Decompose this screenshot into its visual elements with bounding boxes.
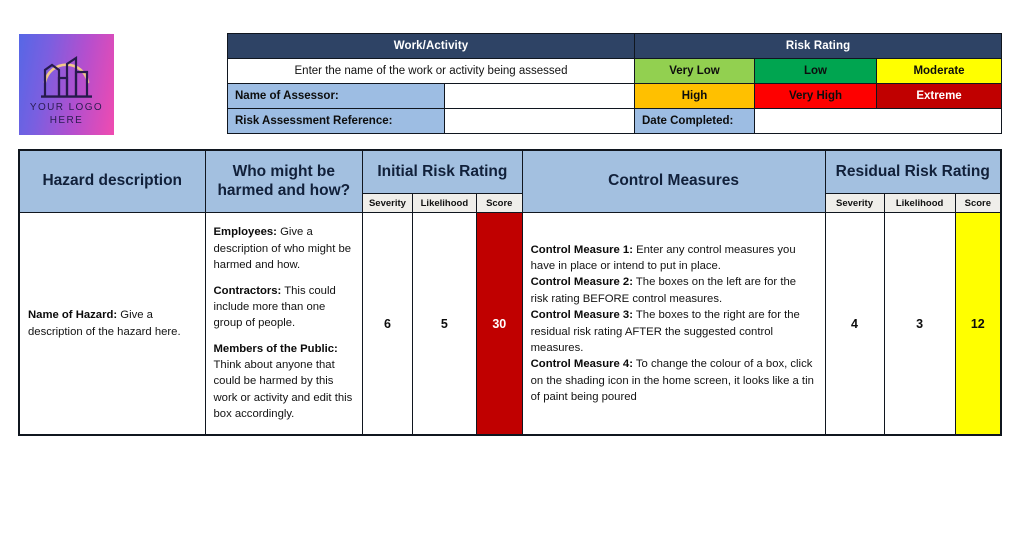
hazard-text: Give a description of the hazard here. [28, 309, 181, 338]
assessor-label: Name of Assessor: [228, 84, 445, 109]
rating-swatch-moderate: Moderate [877, 59, 1002, 84]
header-initial-risk-rating: Initial Risk Rating [363, 150, 523, 194]
hazard-paragraph [28, 307, 197, 340]
subheader-initial-likelihood: Likelihood [412, 194, 476, 213]
meta-row-assessor [228, 84, 1002, 109]
meta-row-reference [228, 109, 1002, 134]
control-measure-2-text: The boxes on the left are for the risk rating BEFORE control measures. [530, 276, 797, 305]
control-measure-1 [531, 242, 817, 275]
cell-residual-severity[interactable]: 4 [825, 213, 884, 436]
rating-swatch-extreme: Extreme [877, 84, 1002, 109]
work-activity-input[interactable]: Enter the name of the work or activity being assessed [228, 59, 635, 84]
cell-initial-score[interactable]: 30 [476, 213, 522, 436]
control-measure-3 [531, 307, 817, 356]
control-measure-4 [531, 356, 817, 405]
header-control-measures: Control Measures [522, 150, 825, 213]
cell-residual-likelihood[interactable]: 3 [884, 213, 955, 436]
rating-swatch-very-high: Very High [755, 84, 877, 109]
subheader-initial-severity: Severity [363, 194, 413, 213]
date-completed-label: Date Completed: [635, 109, 755, 134]
control-measure-1-label: Control Measure 1: [530, 243, 633, 256]
assessment-meta-table [227, 33, 1002, 134]
cell-residual-score[interactable]: 12 [955, 213, 1001, 436]
cell-initial-severity[interactable]: 6 [363, 213, 413, 436]
reference-input[interactable] [445, 109, 635, 134]
subheader-residual-likelihood: Likelihood [884, 194, 955, 213]
hazard-label: Name of Hazard: [28, 309, 118, 322]
meta-row-activity [228, 59, 1002, 84]
date-completed-input[interactable] [755, 109, 1002, 134]
table-row [19, 213, 1001, 436]
header-who-might-be-harmed [205, 150, 363, 213]
who-paragraph-employees [214, 224, 355, 273]
header-who-line-1: Who might be [232, 162, 336, 180]
control-measure-1-text: Enter any control measures you have in place or intend to put in place. [530, 243, 796, 272]
who-text-employees: Give a description of who might be harmed and how. [213, 226, 352, 272]
cell-hazard-description[interactable] [19, 213, 205, 436]
who-label-public: Members of the Public: [213, 342, 338, 355]
control-measure-3-label: Control Measure 3: [530, 309, 633, 322]
cell-who-might-be-harmed[interactable] [205, 213, 363, 436]
work-activity-header: Work/Activity [228, 34, 635, 59]
who-text-contractors: This could include more than one group of people. [213, 284, 336, 330]
meta-header-row [228, 34, 1002, 59]
header-residual-risk-rating: Residual Risk Rating [825, 150, 1001, 194]
logo-line-2: HERE [49, 115, 84, 126]
rating-swatch-low: Low [755, 59, 877, 84]
company-logo [19, 34, 114, 135]
logo-artwork [19, 34, 114, 135]
logo-line-1: YOUR LOGO [29, 102, 104, 113]
who-text-public: Think about anyone that could be harmed by this work or activity and edit this box accordingly. [213, 359, 353, 421]
control-measure-4-text: To change the colour of a box, click on the shading icon in the home screen, it looks like a tin of paint being poured [530, 358, 814, 403]
who-paragraph-contractors [214, 283, 355, 332]
who-label-employees: Employees: [213, 226, 277, 239]
cell-initial-likelihood[interactable]: 5 [412, 213, 476, 436]
reference-label: Risk Assessment Reference: [228, 109, 445, 134]
control-measure-2-label: Control Measure 2: [530, 276, 633, 289]
control-measure-3-text: The boxes to the right are for the residual risk rating AFTER the suggested control measures. [530, 309, 800, 354]
control-measure-4-label: Control Measure 4: [530, 358, 633, 371]
header-hazard-description: Hazard description [19, 150, 205, 213]
assessor-input[interactable] [445, 84, 635, 109]
city-skyline-icon [19, 34, 114, 135]
rating-swatch-high: High [635, 84, 755, 109]
who-paragraph-public [214, 341, 355, 423]
risk-header-row [19, 150, 1001, 194]
header-who-line-2: harmed and how? [217, 181, 351, 199]
subheader-residual-severity: Severity [825, 194, 884, 213]
subheader-initial-score: Score [476, 194, 522, 213]
cell-control-measures[interactable] [522, 213, 825, 436]
control-measure-2 [531, 274, 817, 307]
rating-swatch-very-low: Very Low [635, 59, 755, 84]
risk-assessment-table [18, 149, 1002, 436]
risk-rating-header: Risk Rating [635, 34, 1002, 59]
subheader-residual-score: Score [955, 194, 1001, 213]
who-label-contractors: Contractors: [213, 284, 282, 297]
